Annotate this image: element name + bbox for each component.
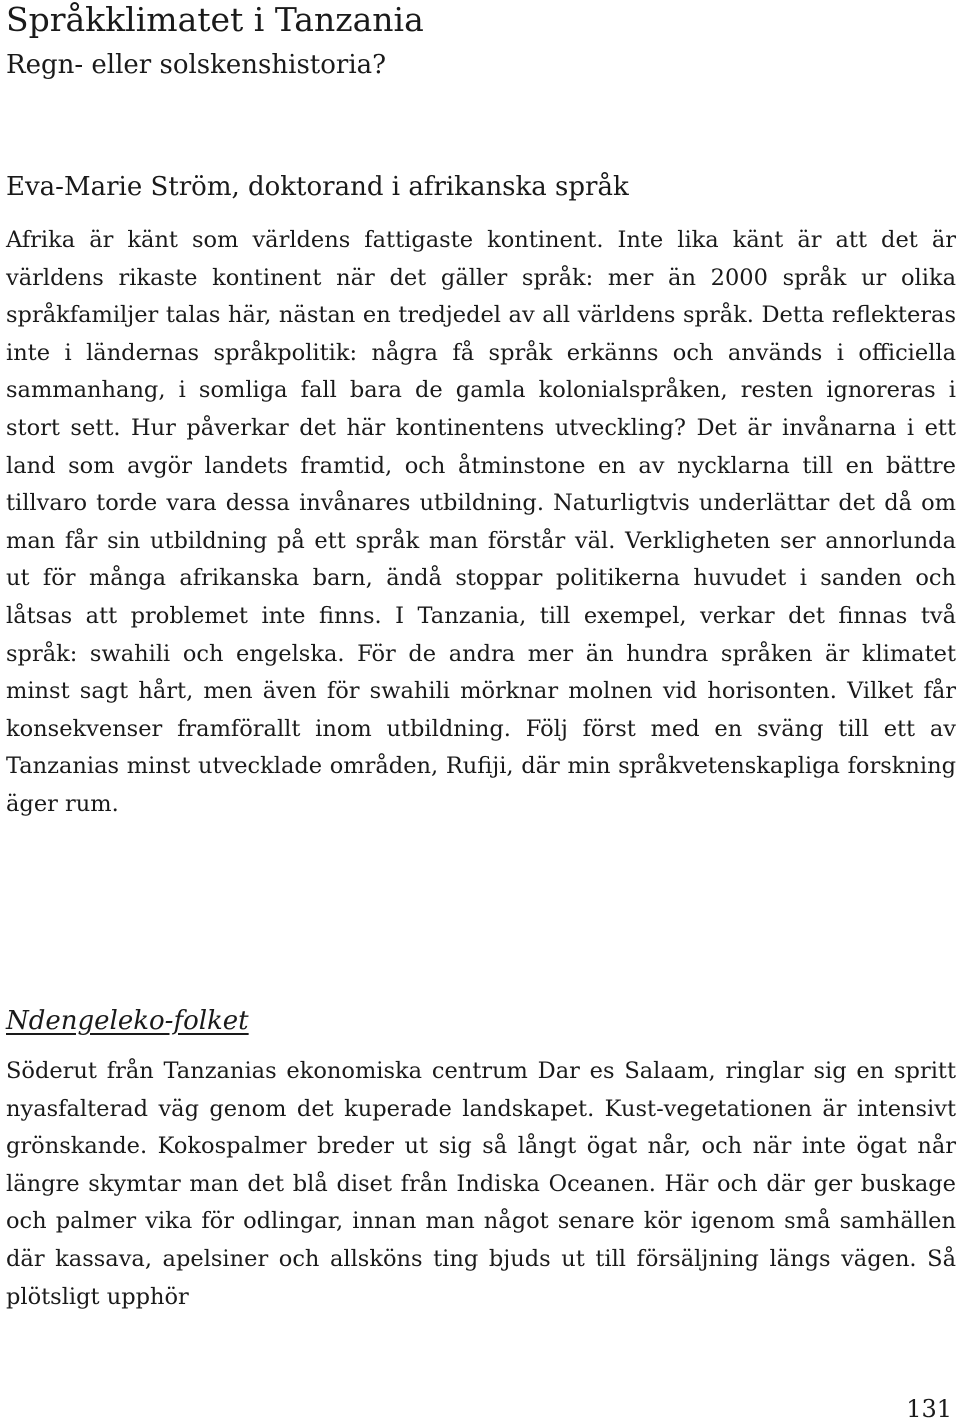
article-author: Eva-Marie Ström, doktorand i afrikanska språk — [6, 172, 629, 202]
section-paragraph: Söderut från Tanzanias ekonomiska centrum Dar es Salaam, ringlar sig en spritt nyasfalterad väg genom det kuperade landskapet. Kust-vegetationen är intensivt grönskande. Kokospalmer breder ut sig så långt ögat når, och när inte ögat når längre skymtar man det blå diset från Indiska Oceanen. Här och där ger buskage och palmer vika för odlingar, innan man något senare kör igenom små samhällen där kassava, apelsiner och allsköns ting bjuds ut till försäljning längs vägen. Så plötsligt upphör — [6, 1058, 956, 1310]
article-title: Språkklimatet i Tanzania — [6, 0, 424, 39]
intro-paragraph: Afrika är känt som världens fattigaste kontinent. Inte lika känt är att det är världens rikaste kontinent när det gäller språk: mer än 2000 språk ur olika språkfamiljer talas här, nästan en tredjedel av all världens språk. Detta reflekteras inte i ländernas språkpolitik: några få språk erkänns och används i officiella sammanhang, i somliga fall bara de gamla kolonialspråken, resten ignoreras i stort sett. Hur påverkar det här kontinentens utveckling? Det är invånarna i ett land som avgör landets framtid, och åtminstone en av nycklarna till en bättre tillvaro torde vara dessa invånares utbildning. Naturligtvis underlättar det då om man får sin utbildning på ett språk man förstår väl. Verkligheten ser annorlunda ut för många afrikanska barn, ändå stoppar politikerna huvudet i sanden och låtsas att problemet inte finns. I Tanzania, till exempel, verkar det finnas två språk: swahili och engelska. För de andra mer än hundra språken är klimatet minst sagt hårt, men även för swahili mörknar molnen vid horisonten. Vilket får konsekvenser framförallt inom utbildning. Följ först med en sväng till ett av Tanzanias minst utvecklade områden, Rufiji, där min språkvetenskapliga forskning äger rum. — [6, 227, 956, 817]
page-number: 131 — [906, 1395, 952, 1423]
article-subtitle: Regn- eller solskenshistoria? — [6, 50, 387, 80]
section-heading: Ndengeleko-folket — [6, 1006, 249, 1036]
